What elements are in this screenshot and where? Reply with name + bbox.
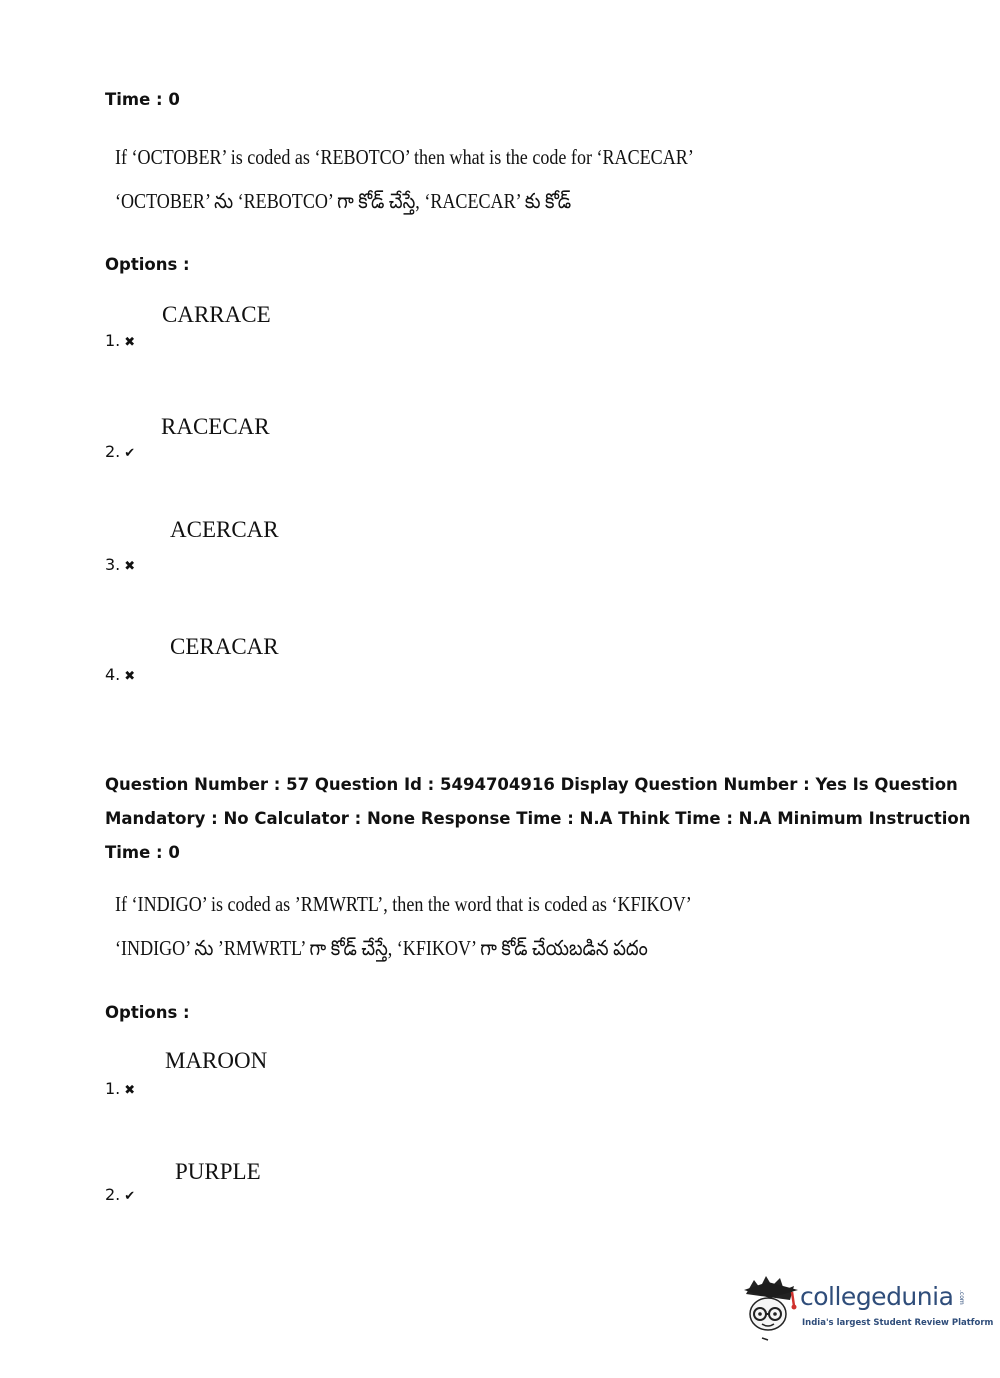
check-icon: ✔ [124, 446, 136, 461]
time-label: Time : 0 [105, 843, 180, 862]
option-2 [105, 442, 135, 461]
option-1 [105, 331, 135, 350]
option-2-text: RACECAR [161, 414, 270, 439]
option-3-text: ACERCAR [170, 517, 279, 542]
cross-icon: ✖ [124, 669, 136, 684]
option-2 [105, 1185, 135, 1204]
option-number: 1. [105, 331, 121, 350]
option-number: 3. [105, 555, 121, 574]
option-number: 4. [105, 665, 121, 684]
question-text-telugu: ‘INDIGO’ ను ’RMWRTL’ గా కోడ్ చేస్తే, ‘KFIKOV’ గా కోడ్ చేయబడిన పదం [115, 936, 648, 960]
check-icon: ✔ [124, 1189, 136, 1204]
option-2-text: PURPLE [175, 1159, 261, 1184]
option-1-text: MAROON [165, 1048, 268, 1073]
logo-tagline: India's largest Student Review Platform [802, 1318, 994, 1328]
time-label: Time : 0 [105, 90, 180, 109]
cross-icon: ✖ [124, 1083, 136, 1098]
cross-icon: ✖ [124, 335, 136, 350]
option-1-text: CARRACE [162, 302, 271, 327]
option-1 [105, 1079, 135, 1098]
option-number: 1. [105, 1079, 121, 1098]
option-4 [105, 665, 135, 684]
option-4-text: CERACAR [170, 634, 279, 659]
option-number: 2. [105, 442, 121, 461]
question-meta-line-2: Mandatory : No Calculator : None Response Time : N.A Think Time : N.A Minimum Instruction [105, 809, 971, 828]
question-text-english: If ‘INDIGO’ is coded as ’RMWRTL’, then the word that is coded as ‘KFIKOV’ [115, 892, 692, 916]
mascot-icon [740, 1272, 802, 1344]
options-label: Options : [105, 255, 190, 274]
question-meta-line-1: Question Number : 57 Question Id : 5494704916 Display Question Number : Yes Is Question [105, 775, 958, 794]
question-text-telugu: ‘OCTOBER’ ను ‘REBOTCO’ గా కోడ్ చేస్తే, ‘RACECAR’ కు కోడ్ [115, 189, 572, 213]
question-text-english: If ‘OCTOBER’ is coded as ‘REBOTCO’ then what is the code for ‘RACECAR’ [115, 145, 694, 169]
cross-icon: ✖ [124, 559, 136, 574]
logo-suffix: .com [958, 1290, 965, 1305]
collegedunia-logo [740, 1268, 994, 1348]
options-label: Options : [105, 1003, 190, 1022]
option-number: 2. [105, 1185, 121, 1204]
logo-wordmark: collegedunia [800, 1282, 954, 1311]
option-3 [105, 555, 135, 574]
